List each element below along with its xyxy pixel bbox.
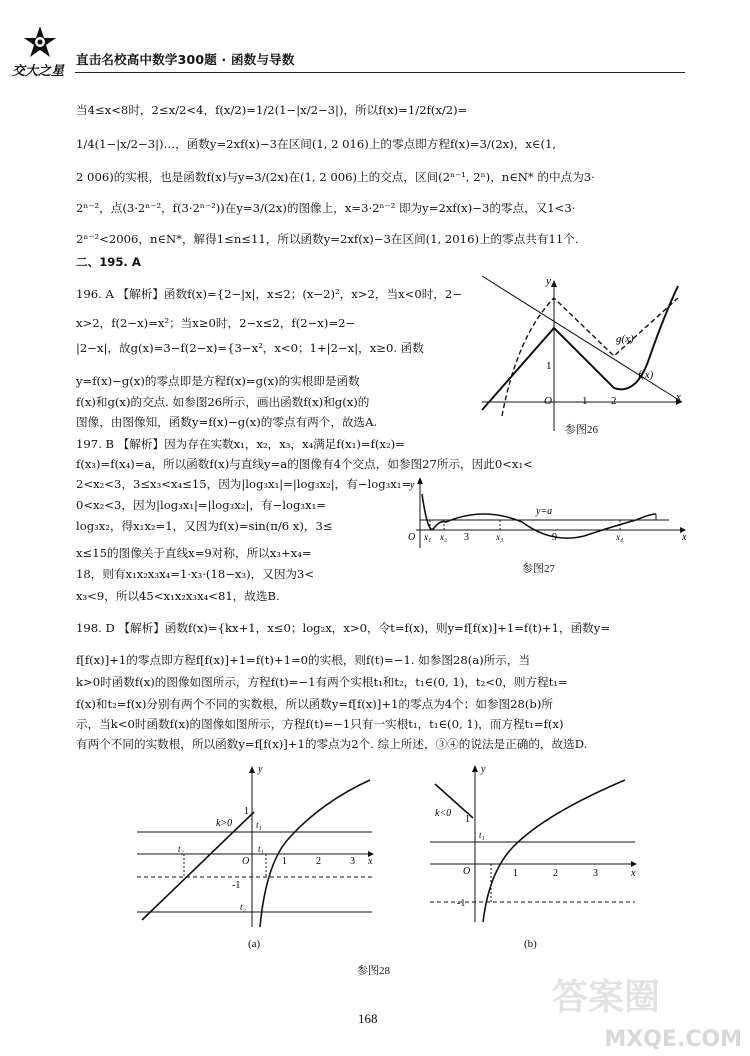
svg-text:O: O bbox=[463, 866, 471, 877]
svg-text:O: O bbox=[242, 856, 250, 867]
svg-text:x₃: x₃ bbox=[496, 532, 504, 542]
svg-text:x: x bbox=[368, 856, 373, 867]
q196-line: |2−x|，故g(x)=3−f(2−x)={3−x²，x<0；1+|2−x|，x≥0. 函数 bbox=[76, 341, 424, 355]
header-title: 直击名校高中数学300题 · 函数与导数 bbox=[76, 52, 295, 67]
svg-text:1: 1 bbox=[465, 814, 470, 825]
svg-text:3: 3 bbox=[464, 532, 469, 543]
svg-text:1: 1 bbox=[513, 868, 518, 879]
svg-text:x₁: x₁ bbox=[424, 532, 432, 542]
q198-line: 198. D 【解析】函数f(x)={kx+1，x≤0；log₂x，x>0，令t=f(x)，则y=f[f(x)]+1=f(t)+1，函数y= bbox=[76, 621, 611, 635]
q196-line: 196. A 【解析】函数f(x)={2−|x|，x≤2；(x−2)²，x>2，当x<0时，2− bbox=[76, 287, 462, 301]
svg-text:t₁: t₁ bbox=[258, 844, 264, 854]
svg-text:t₁: t₁ bbox=[256, 820, 262, 830]
q197-line: 2<x₂<3，3≤x₃<x₄≤15，因为|log₃x₁|=|log₃x₂|，有−log₃x₁= bbox=[76, 477, 412, 491]
g-label: g(x) bbox=[616, 333, 634, 345]
svg-text:t₂: t₂ bbox=[178, 844, 184, 854]
para-line: 2 006)的实根，也是函数f(x)与y=3/(2x)在(1, 2 006)上的交点，区间(2ⁿ⁻¹, 2ⁿ)，n∈N* 的中点为3· bbox=[76, 170, 595, 184]
svg-text:1: 1 bbox=[244, 806, 249, 817]
fig28a-caption: (a) bbox=[248, 938, 261, 950]
q198-line: 有两个不同的实数根，所以函数y=f[f(x)]+1的零点为2个. 综上所述，③④的说法是正确的，故选D. bbox=[76, 737, 588, 751]
q196-line: x>2，f(2−x)=x²；当x≥0时，2−x≤2，f(2−x)=2− bbox=[76, 316, 356, 330]
tick-label: 2 bbox=[611, 395, 617, 407]
svg-text:k<0: k<0 bbox=[435, 808, 452, 819]
svg-text:O: O bbox=[408, 532, 416, 543]
figure-28a bbox=[132, 762, 377, 932]
q197-line: 0<x₂<3，因为|log₃x₁|=|log₃x₂|，有−log₃x₁= bbox=[76, 498, 326, 512]
q197-line: log₃x₂，得x₁x₂=1，又因为f(x)=sin(π/6 x)，3≤ bbox=[76, 519, 333, 533]
q197-line: x≤15的图像关于直线x=9对称，所以x₃+x₄= bbox=[76, 546, 312, 560]
svg-text:-1: -1 bbox=[457, 898, 466, 909]
fig27-caption: 参图27 bbox=[522, 563, 555, 575]
watermark-text: MXQE.COM bbox=[604, 1027, 742, 1052]
fig28-caption: 参图28 bbox=[357, 965, 390, 977]
x-label: x bbox=[676, 391, 681, 403]
svg-text:1: 1 bbox=[282, 856, 287, 867]
svg-text:-1: -1 bbox=[232, 880, 241, 891]
q197-line: 197. B 【解析】因为存在实数x₁，x₂，x₃，x₄满足f(x₁)=f(x₂)= bbox=[76, 437, 405, 451]
figure-26 bbox=[472, 276, 687, 441]
fig28b-caption: (b) bbox=[524, 938, 537, 950]
svg-text:y=a: y=a bbox=[536, 506, 553, 517]
figure-27 bbox=[404, 474, 689, 552]
f-label: f(x) bbox=[638, 369, 654, 381]
svg-text:y: y bbox=[481, 764, 486, 775]
section-heading: 二、195. A bbox=[76, 255, 141, 269]
q196-line: y=f(x)−g(x)的零点即是方程f(x)=g(x)的实根即是函数 bbox=[76, 374, 360, 388]
brand-logo-icon bbox=[22, 24, 58, 64]
para-line: 当4≤x<8时，2≤x/2<4，f(x/2)=1/2(1−|x/2−3|)，所以f(x)=1/2f(x/2)= bbox=[76, 103, 468, 117]
svg-text:y: y bbox=[258, 764, 263, 775]
q198-line: f[f(x)]+1的零点即方程f[f(x)]+1=f(t)+1=0的实根，则f(t)=−1. 如参图28(a)所示，当 bbox=[76, 653, 531, 667]
svg-text:3: 3 bbox=[593, 868, 598, 879]
y-label: y bbox=[546, 276, 551, 287]
q198-line: 示，当k<0时函数f(x)的图像如图所示，方程f(t)=−1只有一实根t₁，t₁∈(0, 1)，而方程t₁=f(x) bbox=[76, 717, 564, 731]
svg-text:x: x bbox=[682, 532, 687, 543]
svg-text:3: 3 bbox=[350, 856, 355, 867]
fig26-caption: 参图26 bbox=[565, 424, 598, 436]
svg-text:y: y bbox=[410, 480, 415, 491]
para-line: 2ⁿ⁻²，点(3·2ⁿ⁻²，f(3·2ⁿ⁻²))在y=3/(2x)的图像上，x=3·2ⁿ⁻² 即为y=2xf(x)−3的零点，又1<3· bbox=[76, 201, 576, 215]
tick-label: 1 bbox=[546, 360, 552, 372]
watermark-logo: 答案圈 bbox=[551, 977, 660, 1018]
q197-line: 18，则有x₁x₂x₃x₄=1·x₃·(18−x₃)，又因为3< bbox=[76, 567, 315, 581]
origin-label: O bbox=[544, 395, 552, 407]
x-axis bbox=[482, 276, 682, 402]
brand-text: 交大之星 bbox=[12, 63, 65, 78]
para-line: 2ⁿ⁻²<2006，n∈N*，解得1≤n≤11，所以函数y=2xf(x)−3在区间(1, 2016)上的零点共有11个. bbox=[76, 232, 579, 246]
q198-line: f(x)和t₂=f(x)分别有两个不同的实数根，所以函数y=f[f(x)]+1的零点为4个；如参图28(b)所 bbox=[76, 697, 553, 711]
svg-text:2: 2 bbox=[553, 868, 558, 879]
svg-text:x₄: x₄ bbox=[616, 532, 624, 542]
q197-line: f(x₃)=f(x₄)=a，所以函数f(x)与直线y=a的图像有4个交点，如参图27所示，因此0<x₁< bbox=[76, 457, 533, 471]
q197-line: x₃<9，所以45<x₁x₂x₃x₄<81，故选B. bbox=[76, 589, 280, 603]
figure-28b bbox=[425, 762, 640, 927]
svg-text:x₂: x₂ bbox=[440, 532, 448, 542]
svg-text:9: 9 bbox=[552, 532, 557, 543]
q196-line: 图像，由图像知，函数y=f(x)−g(x)的零点有两个，故选A. bbox=[76, 415, 378, 429]
q198-line: k>0时函数f(x)的图像如图所示，方程f(t)=−1有两个实根t₁和t₂，t₁∈(0, 1)，t₂<0，则方程t₁= bbox=[76, 675, 568, 689]
svg-text:2: 2 bbox=[316, 856, 321, 867]
svg-text:k>0: k>0 bbox=[216, 818, 233, 829]
header-rule bbox=[75, 72, 685, 73]
svg-text:t₁: t₁ bbox=[479, 830, 485, 840]
tick-label: 1 bbox=[582, 395, 588, 407]
page-number: 168 bbox=[358, 1011, 378, 1026]
q196-line: f(x)和g(x)的交点. 如参图26所示，画出函数f(x)和g(x)的 bbox=[76, 395, 370, 409]
para-line: 1/4(1−|x/2−3|)…，函数y=2xf(x)−3在区间(1, 2 016)上的零点即方程f(x)=3/(2x)，x∈(1, bbox=[76, 137, 557, 151]
svg-text:x: x bbox=[631, 868, 636, 879]
svg-text:t₂: t₂ bbox=[240, 902, 246, 912]
